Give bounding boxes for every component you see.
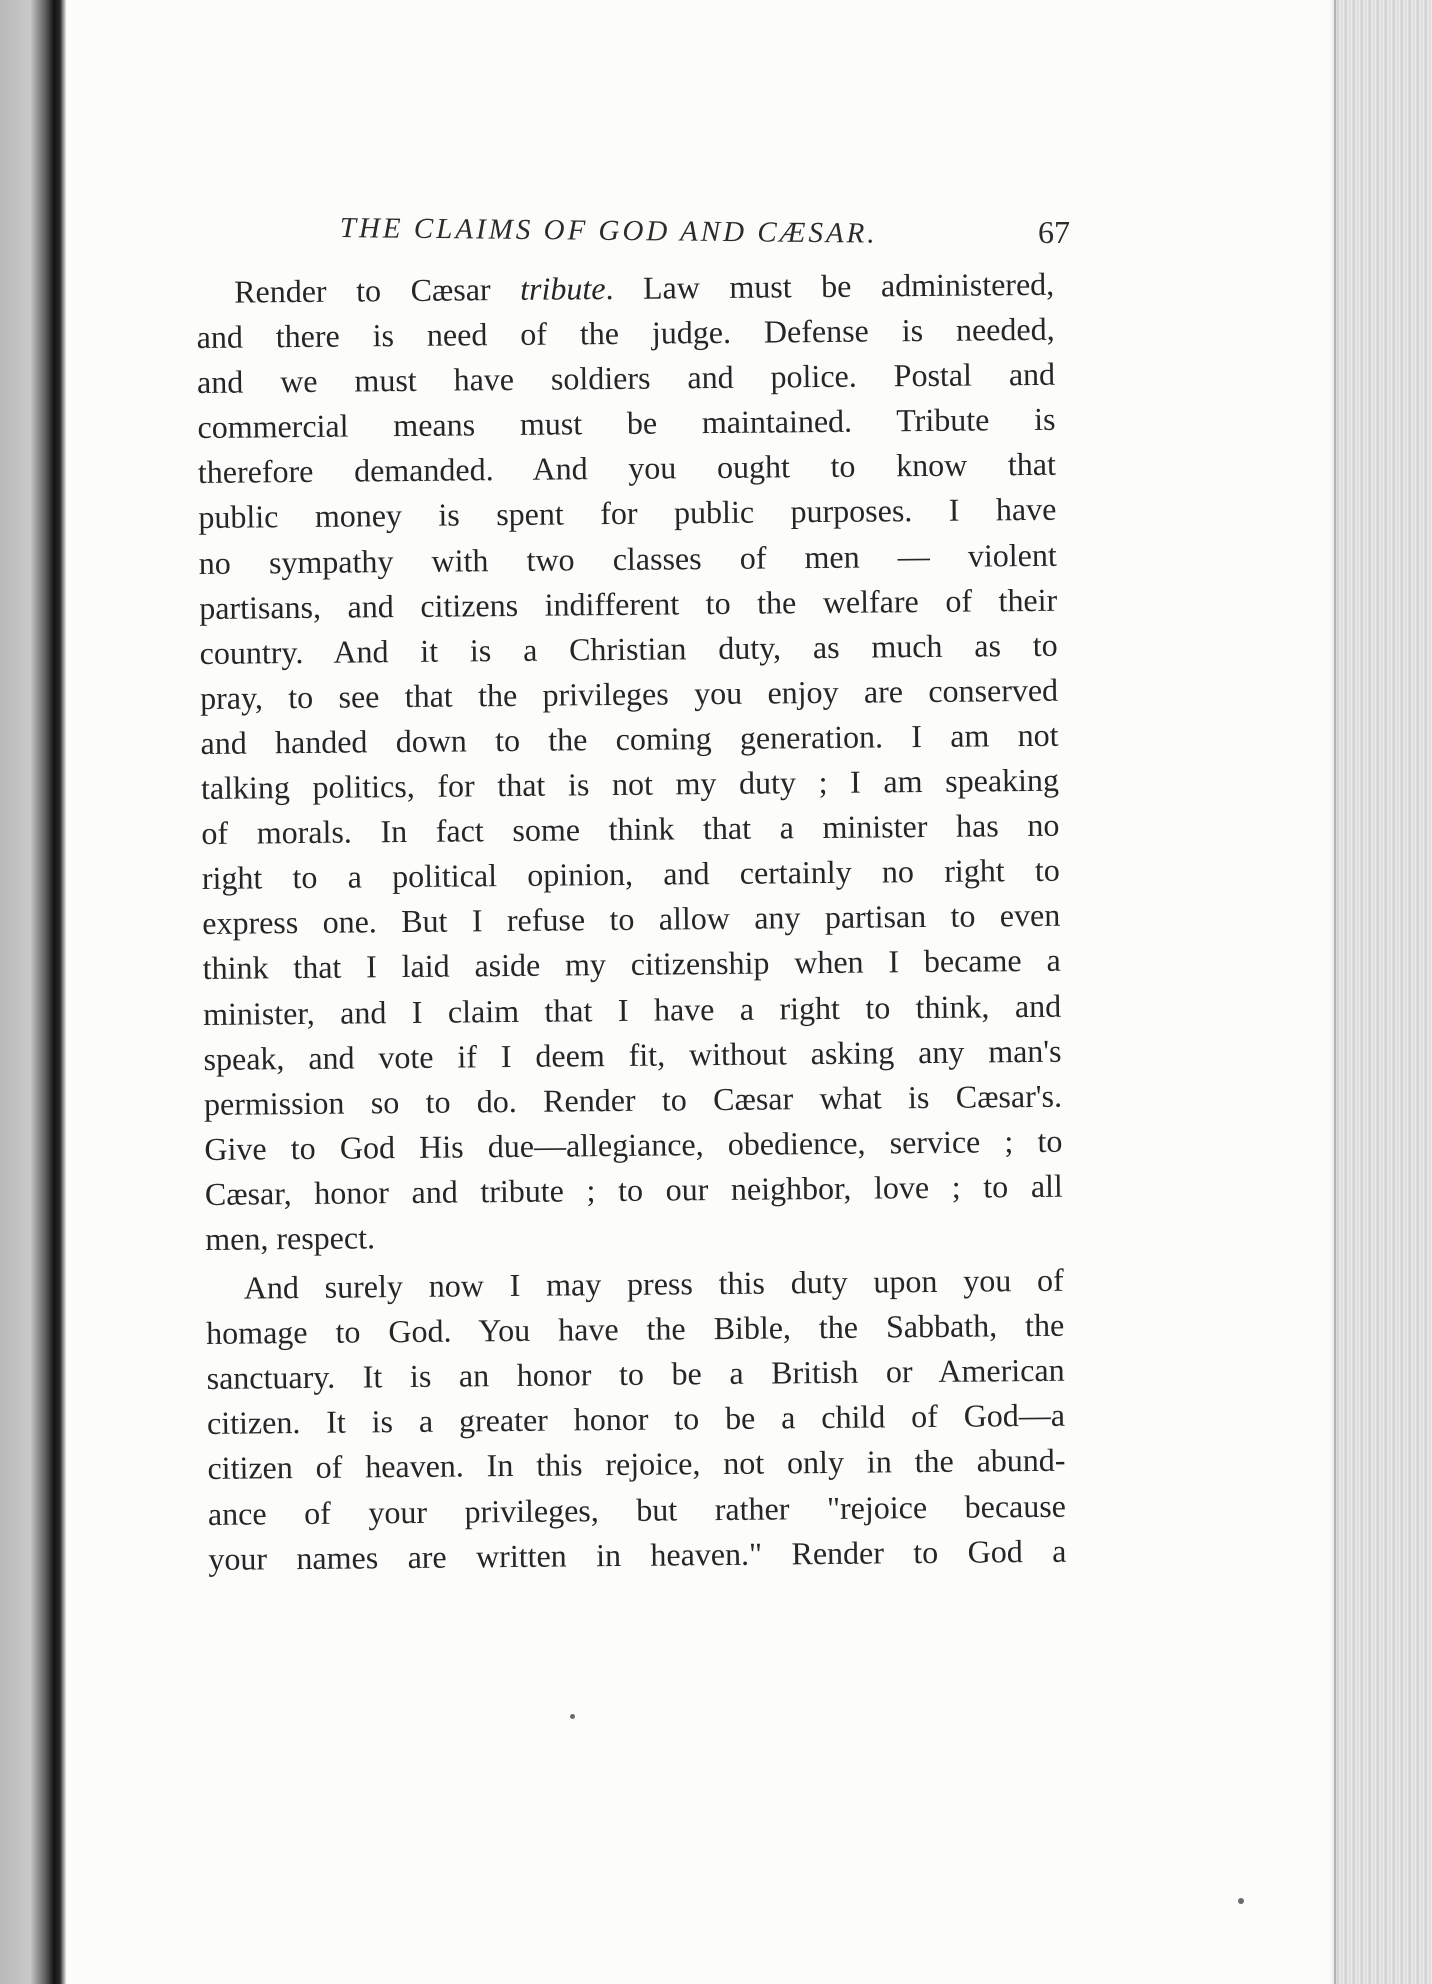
text-line: ance of your privileges, but rather "rejoice because	[207, 1487, 1067, 1532]
text-line: partisans, and citizens indifferent to the welfare of their	[199, 581, 1058, 626]
running-head	[340, 212, 1070, 262]
text-line: public money is spent for public purposes. I have	[198, 491, 1057, 536]
text-line: of morals. In fact some think that a minister has no	[201, 806, 1060, 852]
text-line: minister, and I claim that I have a right to think, and	[202, 987, 1062, 1032]
body-text	[196, 262, 1067, 1582]
text-line: no sympathy with two classes of men — violent	[198, 536, 1057, 581]
text-line: express one. But I refuse to allow any partisan to even	[202, 897, 1061, 942]
text-line: talking politics, for that is not my duty ; I am speaking	[200, 761, 1060, 807]
book-binding-shadow	[0, 0, 66, 1984]
text-line: and we must have soldiers and police. Postal and	[196, 355, 1056, 401]
text-line: country. And it is a Christian duty, as much as to	[199, 626, 1058, 671]
running-title: THE CLAIMS OF GOD AND CÆSAR.	[339, 212, 878, 250]
text-line: right to a political opinion, and certainly no right to	[201, 851, 1060, 897]
ink-speck	[570, 1714, 575, 1719]
paragraph-2	[206, 1258, 1067, 1582]
ink-speck	[1238, 1898, 1244, 1904]
text-line: men, respect.	[205, 1219, 376, 1257]
text-line: And surely now I may press this duty upon you of	[243, 1261, 1064, 1306]
text-line: and there is need of the judge. Defense is needed,	[196, 310, 1055, 356]
text-line: permission so to do. Render to Cæsar what is Cæsar's.	[203, 1077, 1063, 1122]
text-line: think that I laid aside my citizenship when I became a	[202, 942, 1061, 987]
text-line: speak, and vote if I deem fit, without asking any man's	[203, 1032, 1062, 1077]
emphasis-word: tribute	[519, 270, 606, 307]
text-line: homage to God. You have the Bible, the Sabbath, the	[206, 1306, 1065, 1352]
text-line: commercial means must be maintained. Tribute is	[197, 401, 1056, 446]
text-line: your names are written in heaven." Render to God a	[208, 1532, 1067, 1577]
text-line: therefore demanded. And you ought to know that	[197, 446, 1057, 491]
page-number: 67	[1038, 214, 1070, 250]
text-line: Give to God His due—allegiance, obedience, service ; to	[204, 1122, 1063, 1167]
text-line: citizen of heaven. In this rejoice, not only in the abund-	[207, 1442, 1066, 1487]
page-edges	[1334, 0, 1432, 1984]
text-line: Cæsar, honor and tribute ; to our neighbor, love ; to all	[204, 1167, 1064, 1212]
text-line: Render to Cæsar tribute. Law must be administered,	[234, 265, 1055, 310]
text-line: and handed down to the coming generation. I am not	[200, 716, 1059, 761]
text-line: citizen. It is a greater honor to be a child of God—a	[206, 1397, 1066, 1442]
text-line: pray, to see that the privileges you enjoy are conserved	[199, 671, 1059, 716]
paragraph-1	[196, 262, 1063, 1262]
text-line: sanctuary. It is an honor to be a British or American	[206, 1351, 1065, 1397]
